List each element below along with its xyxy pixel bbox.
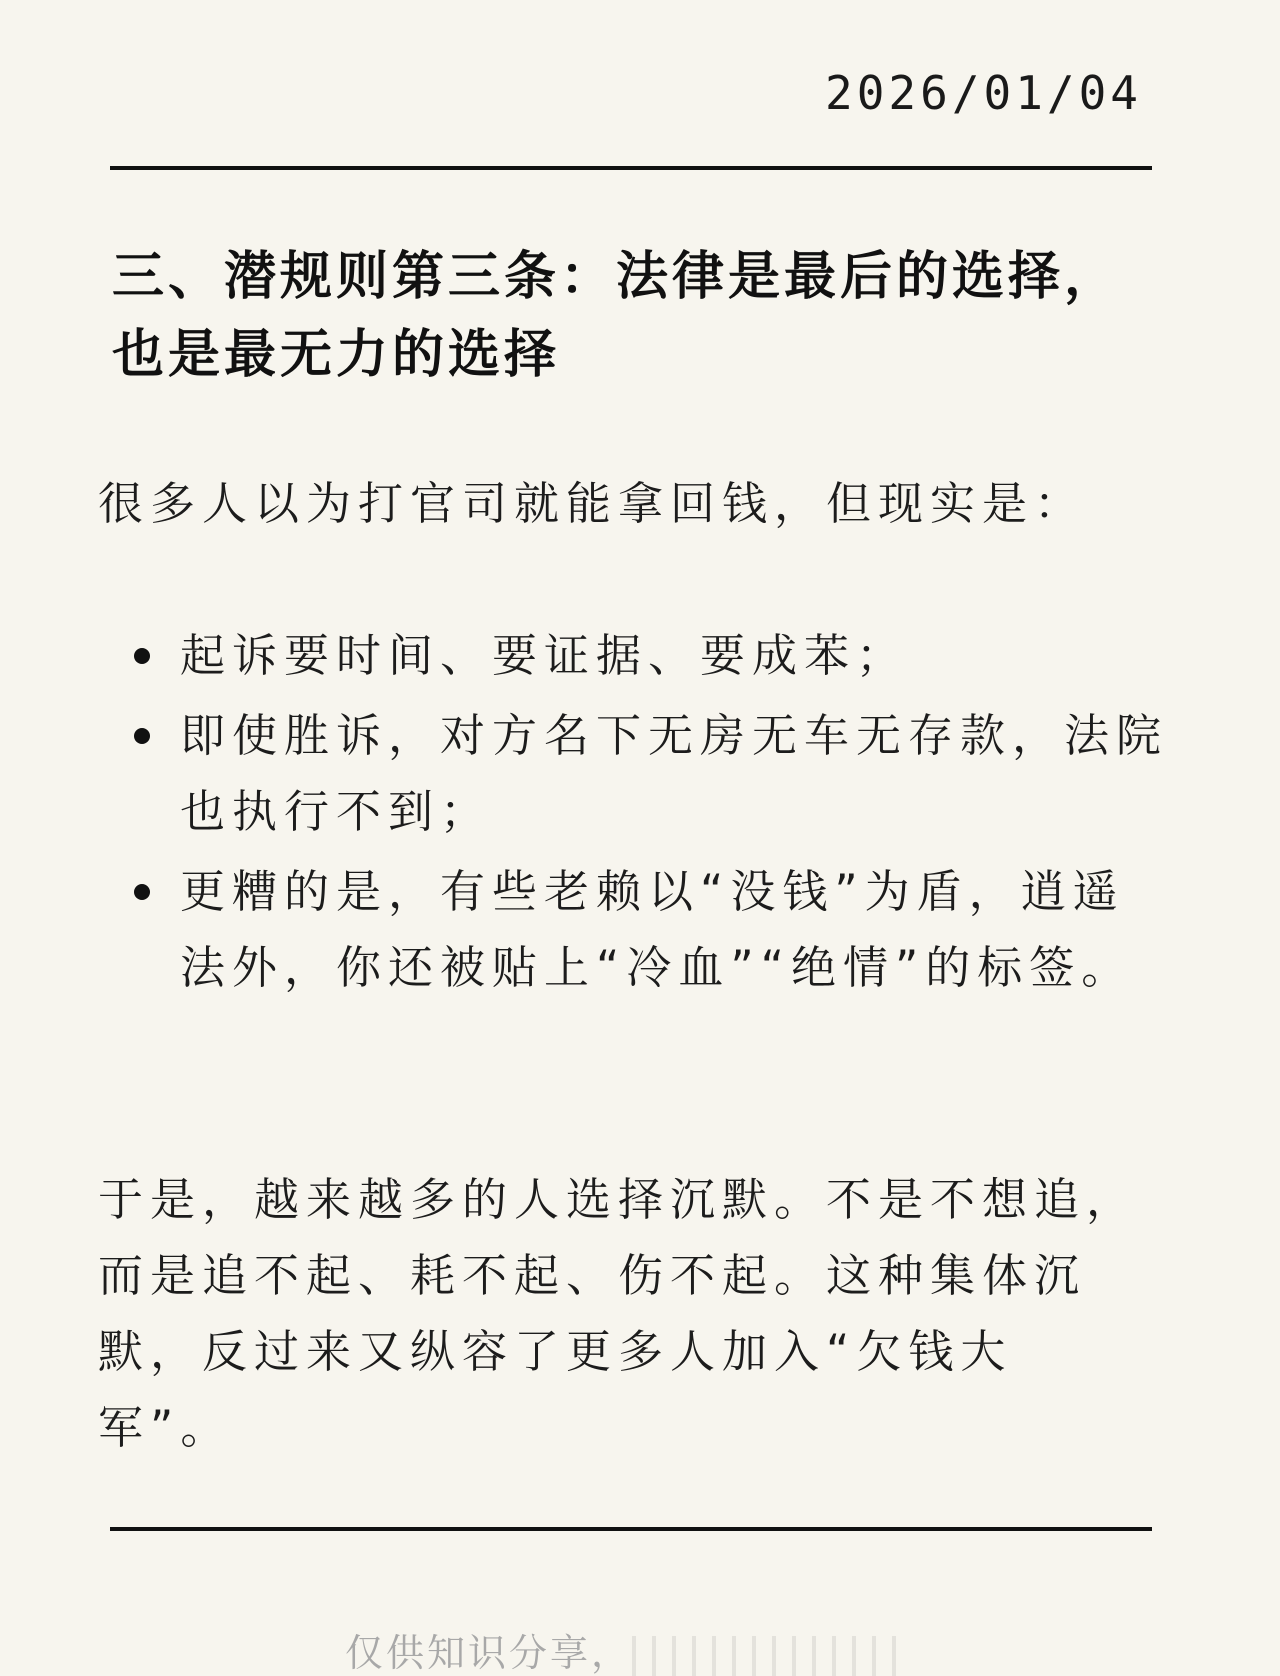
bottom-divider: [110, 1527, 1152, 1531]
bullet-icon: [134, 884, 150, 900]
watermark: [632, 1636, 912, 1676]
bullet-text: 即使胜诉，对方名下无房无车无存款，法院也执行不到；: [180, 709, 1169, 838]
list-item: [128, 854, 1168, 1006]
date-stamp: 2026/01/04: [825, 66, 1142, 120]
bullet-list: [128, 618, 1168, 1010]
footer-note: 仅供知识分享，: [345, 1631, 633, 1675]
bullet-icon: [134, 728, 150, 744]
list-item: [128, 698, 1168, 850]
section-heading: 三、潜规则第三条：法律是最后的选择，也是最无力的选择: [112, 247, 1121, 385]
intro-paragraph: 很多人以为打官司就能拿回钱，但现实是：: [98, 477, 1087, 530]
list-item: [128, 618, 1168, 694]
bullet-icon: [134, 648, 150, 664]
bullet-text: 起诉要时间、要证据、要成苯；: [180, 629, 909, 682]
bullet-text: 更糟的是，有些老赖以“没钱”为盾，逍遥法外，你还被贴上“冷血”“绝情”的标签。: [180, 865, 1134, 994]
conclusion-paragraph: 于是，越来越多的人选择沉默。不是不想追，而是追不起、耗不起、伤不起。这种集体沉默，反过来又纵容了更多人加入“欠钱大军”。: [98, 1173, 1139, 1454]
top-divider: [110, 166, 1152, 170]
